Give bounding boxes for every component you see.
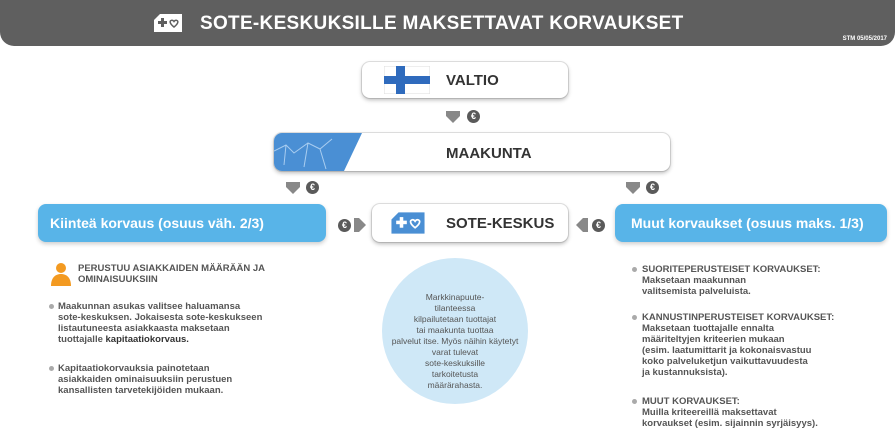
valtio-label: VALTIO	[446, 72, 499, 89]
date-stamp: STM 05/05/2017	[842, 36, 887, 42]
person-icon	[50, 262, 72, 286]
down-arrow-icon	[286, 182, 300, 194]
bullet	[49, 366, 54, 371]
circle-text: Markkinapuute- tilanteessa kilpailutetaan tuottajat tai maakunta tuottaa palvelut itse. Myös näihin käytetyt varat tulevat sote-keskuksille tarkoitetusta määrärahasta.	[391, 292, 519, 390]
left-bullet-2: Kapitaatiokorvauksia painotetaan asiakkaiden ominaisuuksiin perustuen kansallisten tarvetekijöiden mukaan.	[58, 363, 233, 396]
muut-korvaukset-label: Muut korvaukset (osuus maks. 1/3)	[631, 215, 864, 231]
muut-korvaukset-box	[615, 204, 887, 242]
euro-icon: €	[646, 181, 659, 194]
down-arrow-icon	[446, 111, 460, 123]
bullet	[49, 304, 54, 309]
kiintea-korvaus-box	[38, 204, 326, 242]
maakunta-label: MAAKUNTA	[446, 145, 532, 162]
euro-icon: €	[306, 181, 319, 194]
left-bullet-1: Maakunnan asukas valitsee haluamansa sote-keskuksen. Jokaisesta sote-keskukseen listautuneesta asiakkaasta maksetaan tuottajalle kapitaatiokorvaus.	[58, 301, 263, 345]
sote-keskus-label: SOTE-KESKUS	[446, 215, 555, 232]
right-arrow-icon	[354, 218, 366, 232]
finnish-flag-icon	[384, 66, 430, 94]
down-arrow-icon	[626, 182, 640, 194]
region-map-icon	[274, 133, 364, 171]
euro-icon: €	[467, 110, 480, 123]
right-item-2: KANNUSTINPERUSTEISET KORVAUKSET: Maksetaan tuottajalle ennalta määriteltyjen kriteerien mukaan (esim. laatumittarit ja kokonaisvastuu koko palveluketjun vaikuttavuudesta ja kustannuksista).	[642, 312, 835, 378]
right-item-1: SUORITEPERUSTEISET KORVAUKSET: Maksetaan maakunnan valitsemista palveluista.	[642, 264, 821, 297]
kiintea-korvaus-label: Kiinteä korvaus (osuus väh. 2/3)	[50, 215, 264, 231]
left-heading: PERUSTUU ASIAKKAIDEN MÄÄRÄÄN JA OMINAISUUKSIIN	[78, 263, 266, 285]
euro-icon: €	[338, 219, 351, 232]
bullet	[632, 315, 637, 320]
health-center-icon	[152, 12, 184, 34]
euro-icon: €	[592, 219, 605, 232]
bullet	[632, 399, 637, 404]
bullet	[632, 267, 637, 272]
right-item-3: MUUT KORVAUKSET: Muilla kriteereillä maksettavat korvaukset (esim. sijainnin syrjäisyys).	[642, 396, 818, 429]
page-title: SOTE-KESKUKSILLE MAKSETTAVAT KORVAUKSET	[200, 13, 684, 34]
left-arrow-icon	[576, 218, 588, 232]
health-center-icon	[388, 210, 428, 236]
